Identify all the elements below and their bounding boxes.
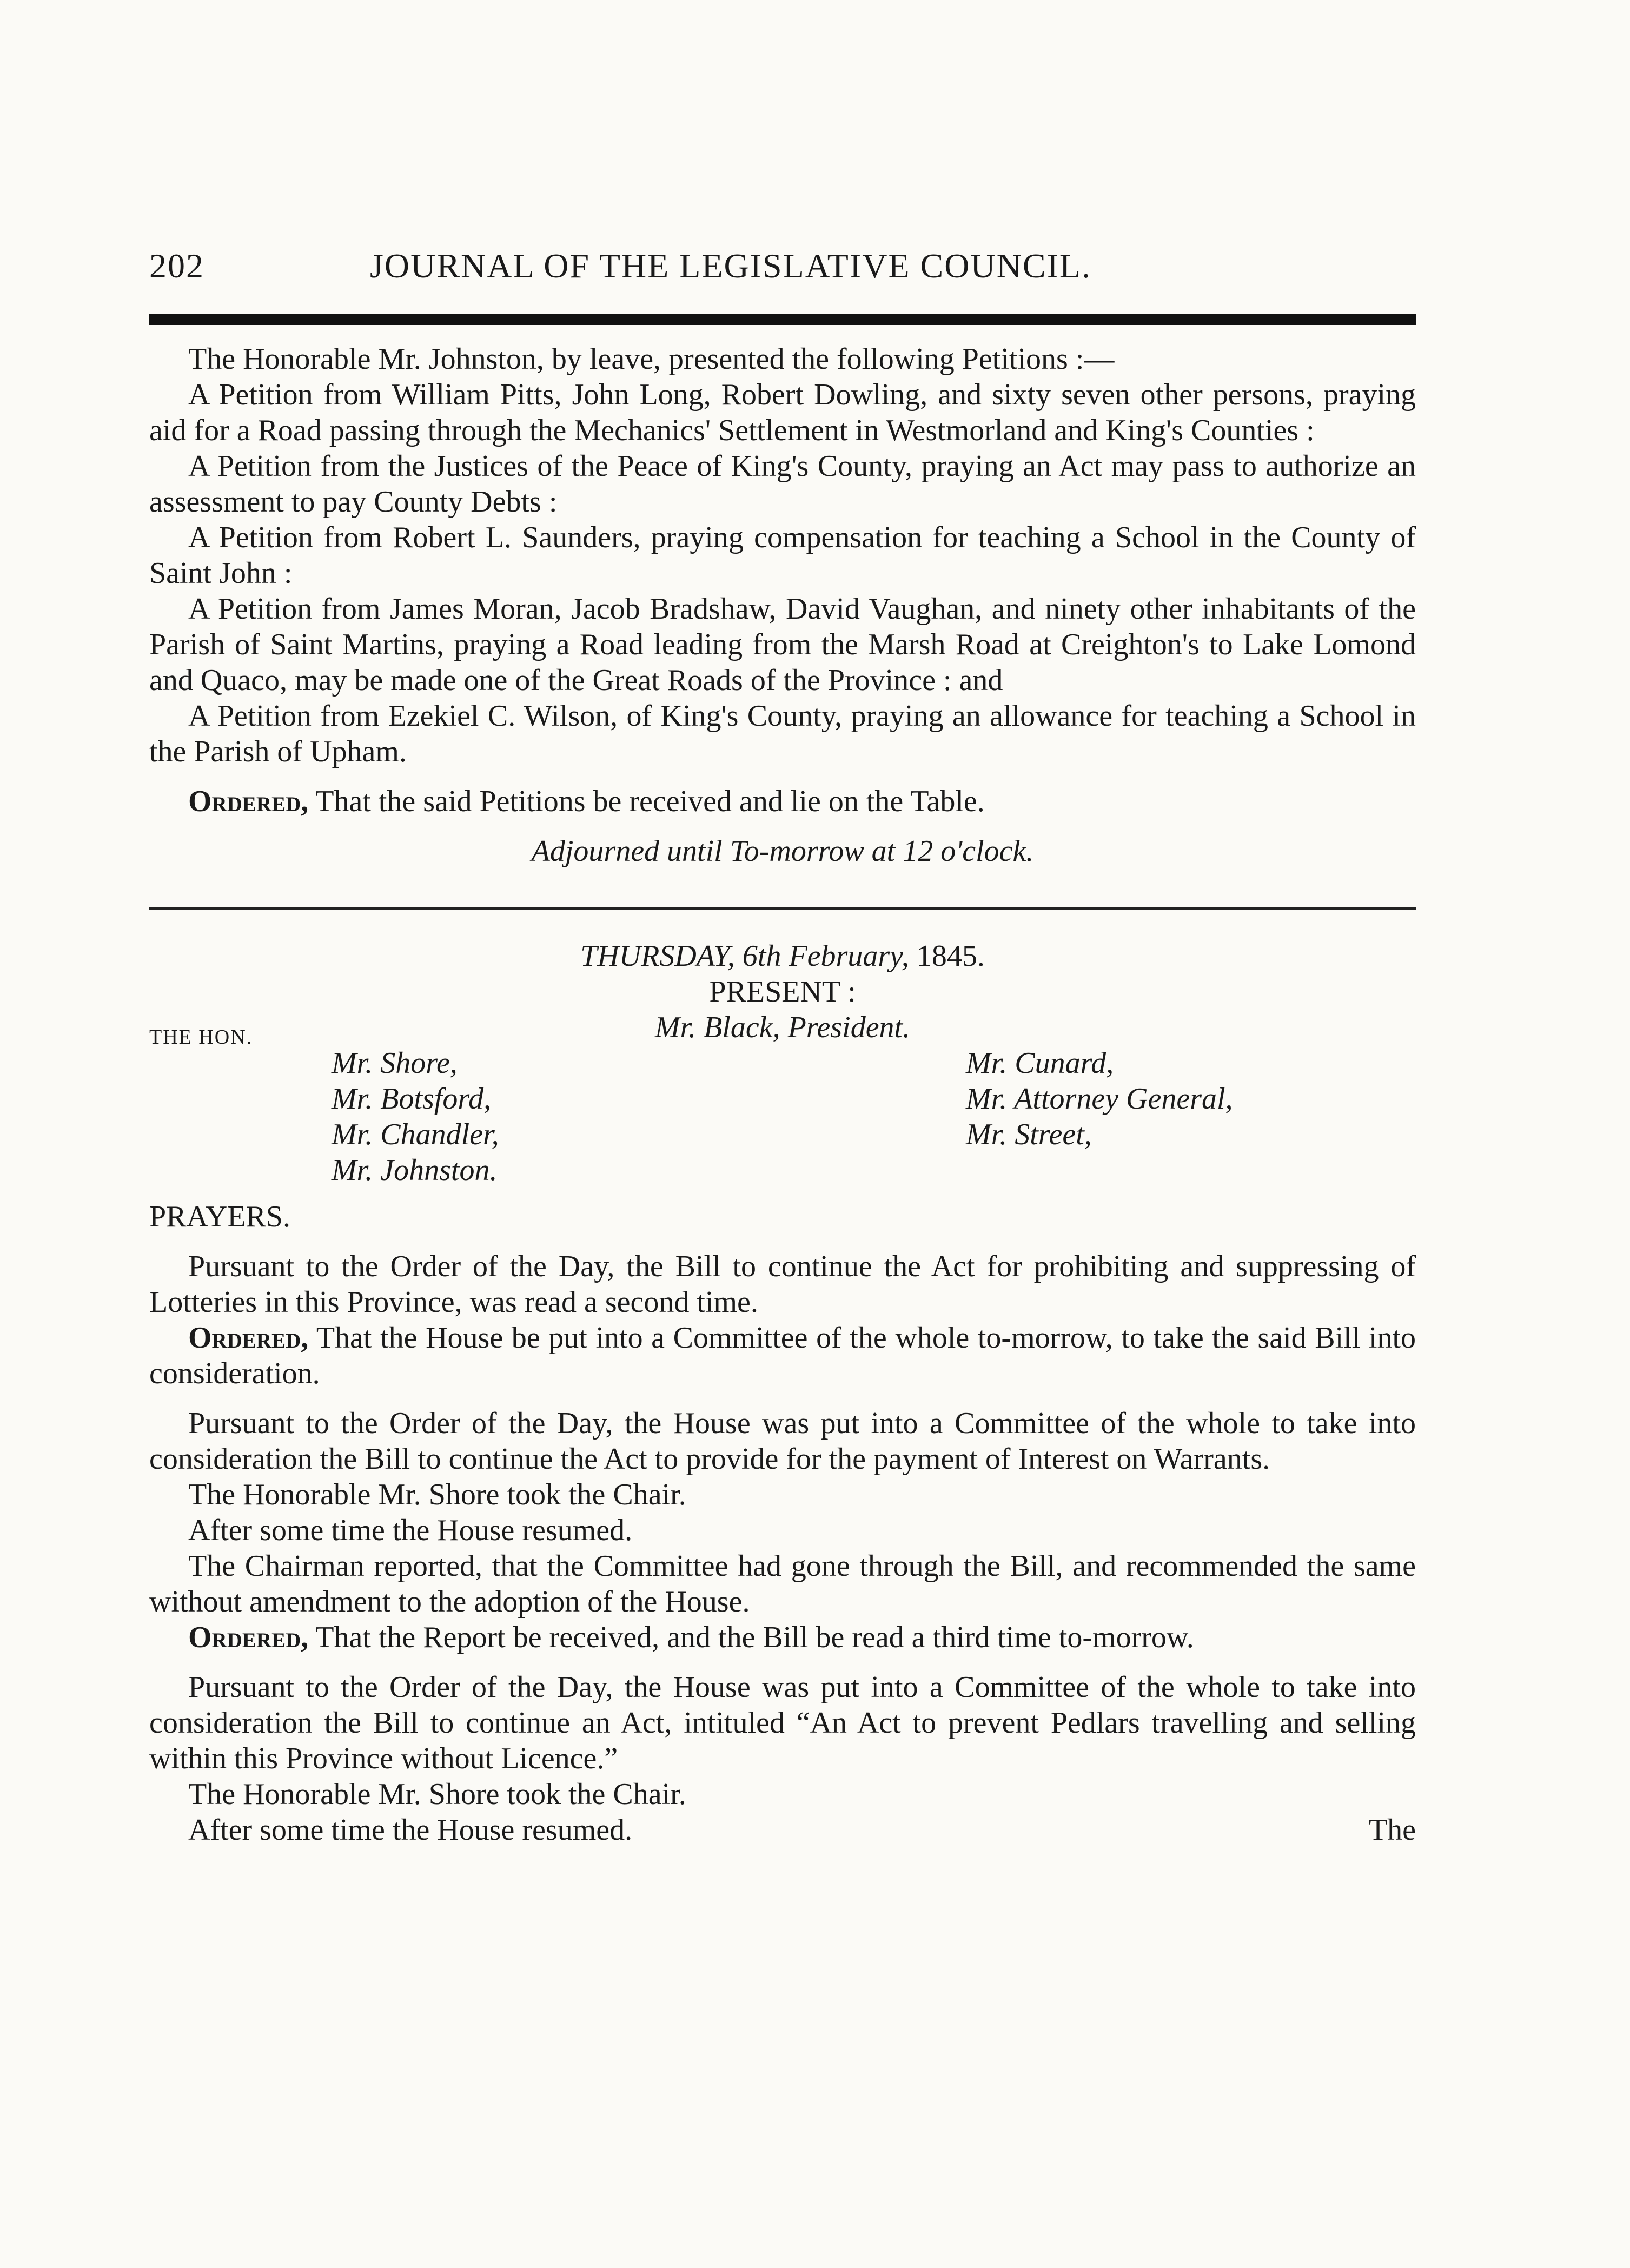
- page-number: 202: [149, 247, 204, 285]
- prayers-heading: PRAYERS.: [149, 1200, 290, 1234]
- petition-3: A Petition from Robert L. Saunders, praying compensation for teaching a School in the County of Saint John :: [149, 521, 1416, 590]
- ordered-text: That the Report be received, and the Bill be read a third time to-morrow.: [308, 1621, 1194, 1654]
- the-hon-label: THE HON.: [149, 1026, 253, 1049]
- lotteries-bill-order: [149, 1320, 1416, 1391]
- petition-2: A Petition from the Justices of the Peace of King's County, praying an Act may pass to authorize an assessment to pay County Debts :: [149, 449, 1416, 519]
- members-left-column: [332, 1045, 499, 1188]
- lotteries-bill-reading: Pursuant to the Order of the Day, the Bill to continue the Act for prohibiting and suppressing of Lotteries in this Province, was read a second time.: [149, 1250, 1416, 1319]
- warrants-chair: The Honorable Mr. Shore took the Chair.: [188, 1478, 686, 1511]
- president-name: Mr. Black, President.: [654, 1011, 911, 1044]
- member-name: Mr. Botsford,: [332, 1082, 492, 1116]
- warrants-order: [149, 1620, 1416, 1655]
- day-date: THURSDAY, 6th February,: [580, 939, 909, 973]
- ordered-text: That the House be put into a Committee of the whole to-morrow, to take the said Bill into consideration.: [149, 1321, 1416, 1390]
- day-separator-rule: [149, 907, 1416, 910]
- header-rule: [149, 314, 1416, 325]
- member-name: Mr. Chandler,: [332, 1118, 499, 1151]
- member-name: Mr. Attorney General,: [966, 1082, 1233, 1116]
- attendance-list: [149, 1010, 1416, 1193]
- catchword: The: [1368, 1813, 1416, 1847]
- member-name: Mr. Cunard,: [966, 1046, 1114, 1080]
- pedlars-bill-committee: Pursuant to the Order of the Day, the House was put into a Committee of the whole to take into consideration the Bill to continue an Act, intituled “An Act to prevent Pedlars travelling and selling within this Province without Licence.”: [149, 1670, 1416, 1775]
- journal-body: [149, 341, 1416, 1848]
- ordered-label: Ordered,: [188, 1621, 309, 1654]
- pedlars-chair: The Honorable Mr. Shore took the Chair.: [188, 1778, 686, 1811]
- member-name: Mr. Johnston.: [332, 1153, 498, 1187]
- ordered-text: That the said Petitions be received and lie on the Table.: [308, 785, 985, 818]
- present-label: PRESENT :: [709, 975, 856, 1009]
- petition-4: A Petition from James Moran, Jacob Bradshaw, David Vaughan, and ninety other inhabitants of the Parish of Saint Martins, praying a Road leading from the Marsh Road at Creighton's to Lake Lomond and Quaco, may be made one of the Great Roads of the Province : and: [149, 592, 1416, 697]
- journal-page: [149, 246, 1416, 1848]
- pedlars-resumed: After some time the House resumed.: [188, 1813, 633, 1847]
- running-title: JOURNAL OF THE LEGISLATIVE COUNCIL.: [370, 247, 1091, 285]
- day-heading: [149, 938, 1416, 974]
- member-name: Mr. Street,: [966, 1118, 1092, 1151]
- page-header: [149, 246, 1416, 289]
- warrants-resumed: After some time the House resumed.: [188, 1514, 633, 1547]
- adjournment-note: Adjourned until To-morrow at 12 o'clock.: [531, 834, 1034, 868]
- day-year: 1845.: [909, 939, 985, 973]
- member-name: Mr. Shore,: [332, 1046, 458, 1080]
- petitions-intro: The Honorable Mr. Johnston, by leave, presented the following Petitions :—: [188, 342, 1115, 376]
- ordered-label: Ordered,: [188, 785, 309, 818]
- ordered-label: Ordered,: [188, 1321, 309, 1355]
- petitions-order: [149, 784, 1416, 819]
- warrants-bill-committee: Pursuant to the Order of the Day, the House was put into a Committee of the whole to take into consideration the Bill to continue the Act to provide for the payment of Interest on Warrants.: [149, 1407, 1416, 1476]
- petition-5: A Petition from Ezekiel C. Wilson, of King's County, praying an allowance for teaching a School in the Parish of Upham.: [149, 699, 1416, 768]
- members-right-column: [966, 1045, 1233, 1152]
- pedlars-resumed-line: [149, 1812, 1416, 1848]
- warrants-report: The Chairman reported, that the Committee had gone through the Bill, and recommended the same without amendment to the adoption of the House.: [149, 1549, 1416, 1619]
- petition-1: A Petition from William Pitts, John Long, Robert Dowling, and sixty seven other persons, praying aid for a Road passing through the Mechanics' Settlement in Westmorland and King's Counties :: [149, 378, 1416, 447]
